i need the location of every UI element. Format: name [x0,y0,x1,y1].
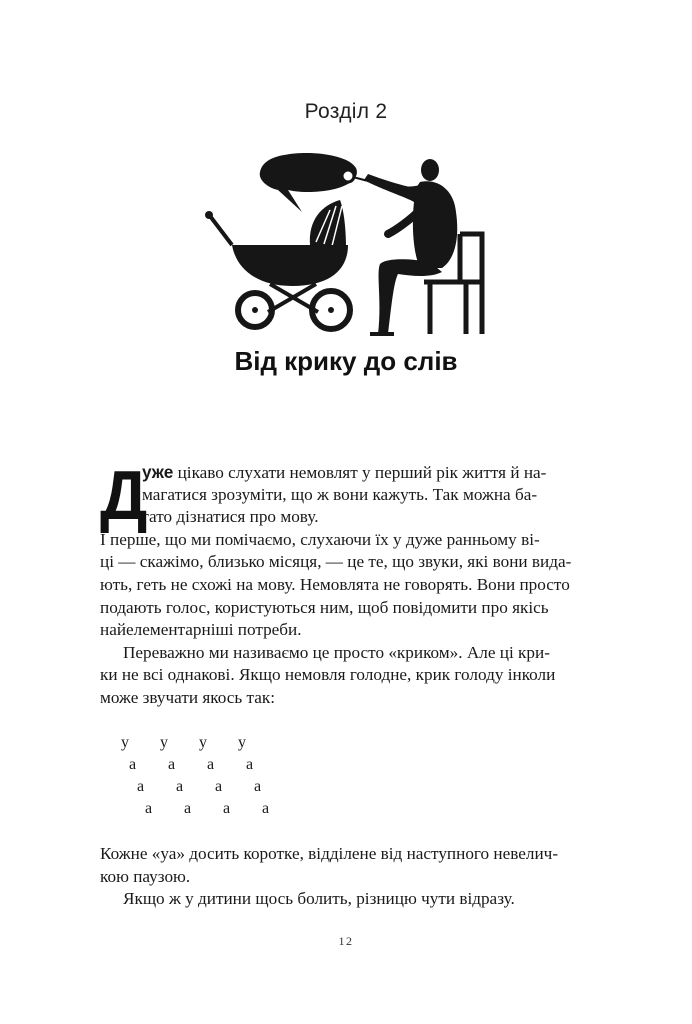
body-text-top [100,456,592,710]
paragraph-first-observation [100,529,592,642]
speech-bubble [260,153,357,212]
text-line: І перше, що ми помічаємо, слухаючи їх у дуже ранньому ві- [100,529,540,549]
text-line: Переважно ми називаємо це просто «криком». Але ці кри- [123,642,550,662]
paragraph-cry-description [100,843,592,888]
paragraph-intro [100,456,592,534]
pram-and-listener-illustration [198,150,498,340]
text-line: гато дізнатися про мову. [142,507,319,527]
cry-pattern [121,734,321,824]
body-text-bottom [100,843,592,911]
text-line: найелементарніші потреби. [100,620,302,640]
text-line: Якщо ж у дитини щось болить, різницю чути відразу. [123,889,515,909]
lead-word: уже [142,462,174,482]
text-line: уже цікаво слухати немовлят у перший рік життя й на- [142,462,547,482]
text-line: може звучати якось так: [100,687,276,707]
cry-row: у у у у [121,734,246,751]
text-line: кою паузою. [100,866,191,886]
text-line: Кожне «уа» досить коротке, відділене від наступного невелич- [100,844,559,863]
drop-cap: Д [100,456,148,534]
text-line: подають голос, користуються ним, щоб повідомити про якісь [100,597,549,617]
text-line: ки не всі однакові. Якщо немовля голодне, крик голоду інколи [100,665,556,685]
person-head [421,159,439,181]
pram-handle [210,216,232,245]
paragraph-crying [100,642,592,710]
cry-row: а а а а [145,800,270,817]
text-line: магатися зрозуміти, що ж вони кажуть. Так можна ба- [142,484,538,504]
chapter-title: Від крику до слів [234,346,458,376]
chapter-label: Розділ 2 [304,100,388,123]
pram-body [232,245,348,286]
text-line: ці — скажімо, близько місяця, — це те, що звуки, які вони вида- [100,552,572,572]
paragraph-pain [100,888,592,911]
cry-row: а а а а [137,778,262,795]
page-number: 12 [338,934,354,948]
text-line: ють, геть не схожі на мову. Немовлята не говорять. Вони просто [100,574,570,594]
stethoscope-chestpiece [342,170,354,182]
pram-hood [310,200,346,248]
cry-row: а а а а [129,756,254,773]
